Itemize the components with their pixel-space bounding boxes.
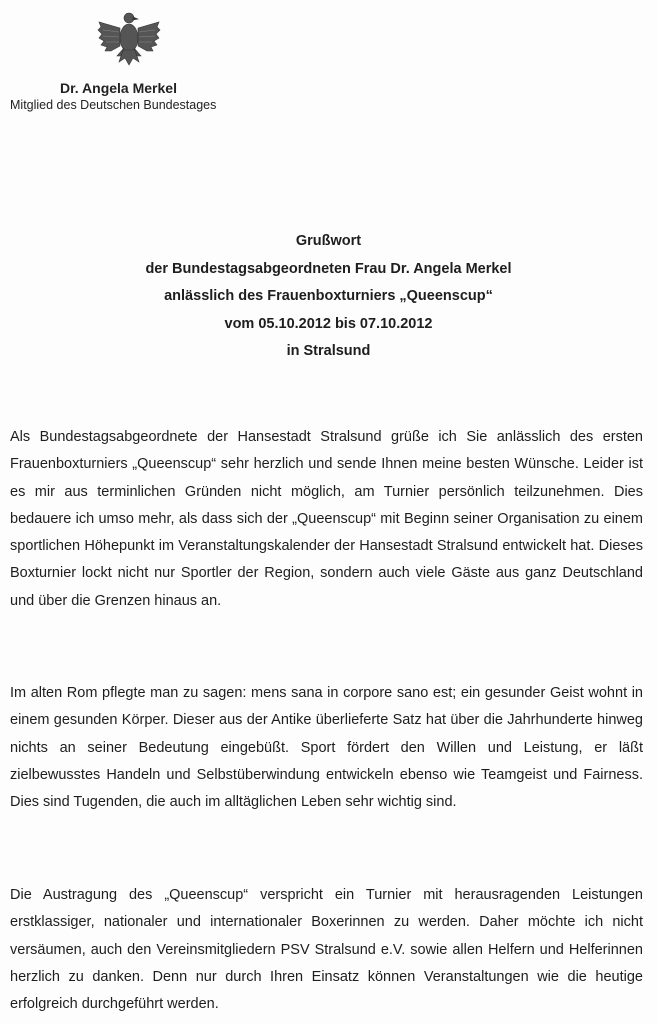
title-line-3: anlässlich des Frauenboxturniers „Queenscup“ <box>164 288 493 304</box>
sender-role: Mitglied des Deutschen Bundestages <box>10 98 217 112</box>
paragraph-3: Die Austragung des „Queenscup“ verspricht ein Turnier mit herausragenden Leistungen erstklassiger, nationaler und internationaler Boxerinnen zu werden. Daher möchte ich nicht versäumen, auch den Vereinsmitgliedern PSV Stralsund e.V. sowie allen Helfern und Helferinnen herzlich zu danken. Denn nur durch Ihren Einsatz können Veranstaltungen wie die heutige erfolgreich durchgeführt werden. <box>10 887 643 1013</box>
federal-eagle-icon <box>97 10 161 68</box>
title-line-1: Grußwort <box>295 233 362 249</box>
paragraph-1: Als Bundestagsabgeordnete der Hansestadt Stralsund grüße ich Sie anlässlich des ersten Frauenboxturniers „Queenscup“ sehr herzlich und sende Ihnen meine besten Wünsche. Leider ist es mir aus terminlichen Gründen nicht möglich, am Turnier persönlich teilzunehmen. Dies bedauere ich umso mehr, als dass sich der „Queenscup“ mit Beginn seiner Organisation zu einem sportlichen Höhepunkt im Veranstaltungskalender der Hansestadt Stralsund entwickelt hat. Dieses Boxturnier lockt nicht nur Sportler der Region, sondern auch viele Gäste aus ganz Deutschland und über die Grenzen hinaus an. <box>10 429 643 609</box>
paragraph-2: Im alten Rom pflegte man zu sagen: mens sana in corpore sano est; ein gesunder Geist wohnt in einem gesunden Körper. Dieser aus der Antike überlieferte Satz hat über die Jahrhunderte hinweg nichts an seiner Bedeutung eingebüßt. Sport fördert den Willen und Leistung, er läßt zielbewusstes Handeln und Selbstüberwindung entwickeln ebenso wie Teamgeist und Fairness. Dies sind Tugenden, die auch im alltäglichen Leben sehr wichtig sind. <box>10 685 643 811</box>
title-line-4: vom 05.10.2012 bis 07.10.2012 <box>224 315 433 332</box>
title-line-5: in Stralsund <box>286 343 371 359</box>
document-title <box>0 228 657 366</box>
sender-name: Dr. Angela Merkel <box>60 80 177 96</box>
title-line-2: der Bundestagsabgeordneten Frau Dr. Angela Merkel <box>145 260 512 277</box>
